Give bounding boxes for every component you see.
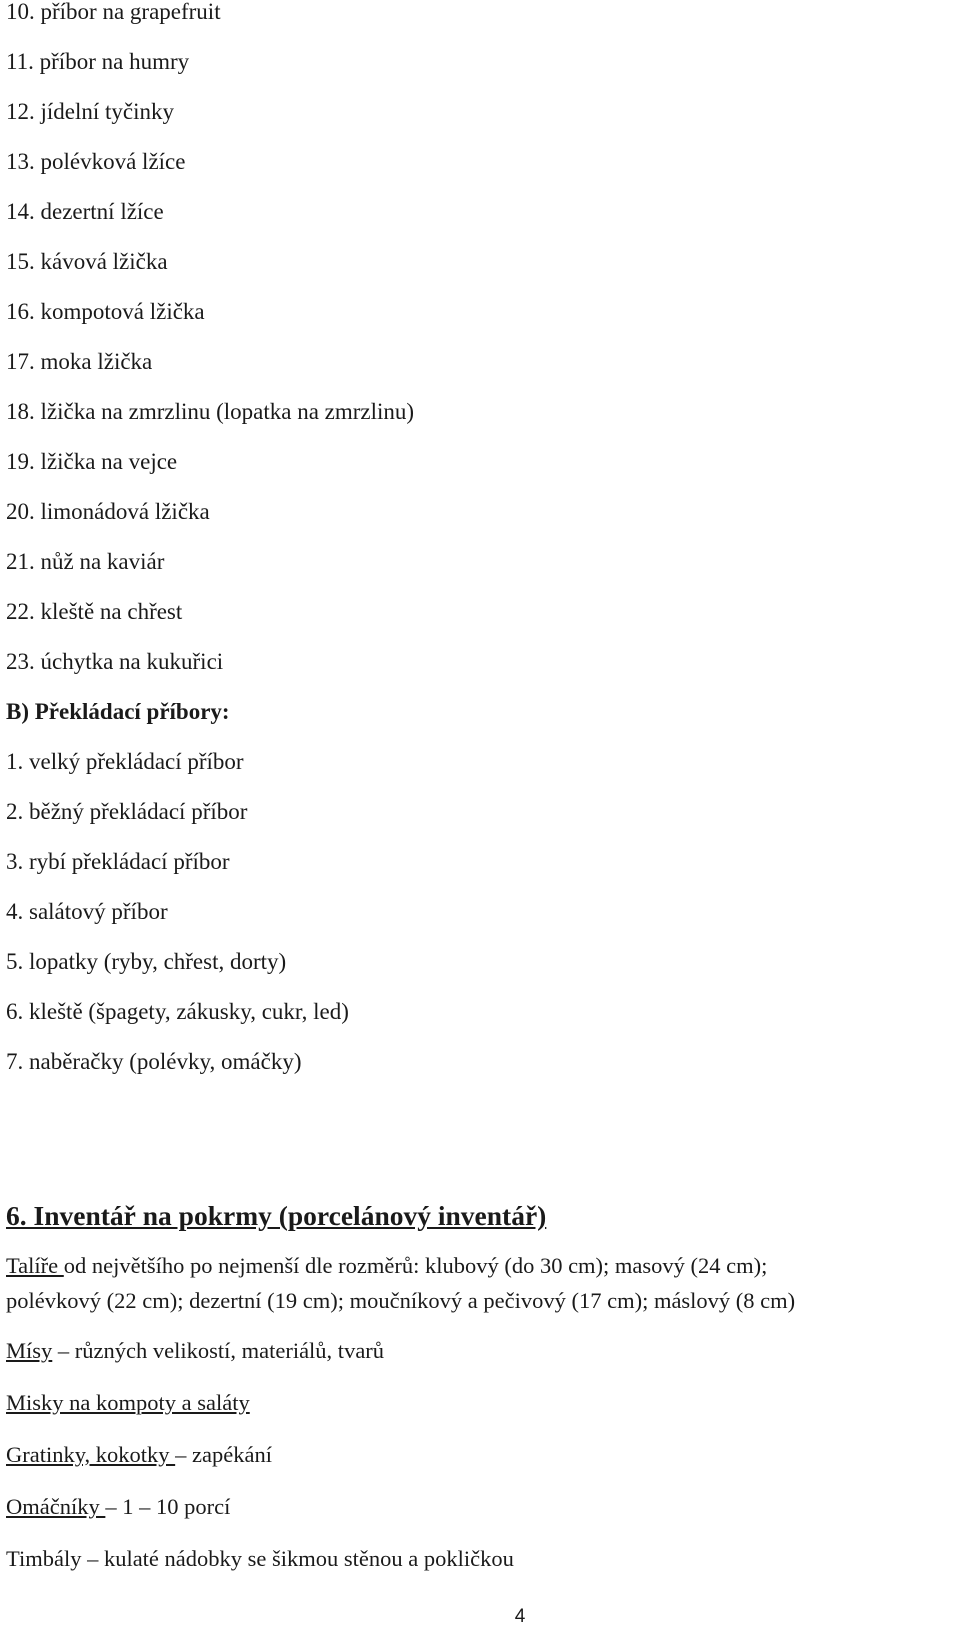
misky-term: Misky na kompoty a saláty	[6, 1390, 250, 1415]
page-number: 4	[514, 1606, 526, 1627]
section-b-heading: B) Překládací příbory:	[6, 699, 230, 724]
misky-line	[6, 1388, 250, 1418]
misy-term: Mísy	[6, 1338, 53, 1363]
list-item: 2. běžný překládací příbor	[6, 799, 248, 824]
talire-term: Talíře	[6, 1253, 64, 1278]
list-item: 14. dezertní lžíce	[6, 199, 164, 224]
talire-line-1	[6, 1251, 767, 1281]
omacniky-term: Omáčníky	[6, 1494, 106, 1519]
misy-line	[6, 1336, 384, 1366]
list-item: 19. lžička na vejce	[6, 449, 178, 474]
list-item: 13. polévková lžíce	[6, 149, 186, 174]
list-item: 22. kleště na chřest	[6, 599, 183, 624]
list-item: 23. úchytka na kukuřici	[6, 649, 224, 674]
list-item: 21. nůž na kaviár	[6, 549, 165, 574]
list-item: 12. jídelní tyčinky	[6, 99, 175, 124]
omacniky-text: – 1 – 10 porcí	[105, 1494, 231, 1519]
list-item: 5. lopatky (ryby, chřest, dorty)	[6, 949, 287, 974]
talire-text-1: od největšího po nejmenší dle rozměrů: klubový (do 30 cm); masový (24 cm);	[63, 1253, 768, 1278]
gratinky-line	[6, 1440, 272, 1470]
list-item: 16. kompotová lžička	[6, 299, 205, 324]
talire-line-2: polévkový (22 cm); dezertní (19 cm); moučníkový a pečivový (17 cm); máslový (8 cm)	[6, 1288, 796, 1313]
list-item: 15. kávová lžička	[6, 249, 168, 274]
list-item: 11. příbor na humry	[6, 49, 190, 74]
misy-text: – různých velikostí, materiálů, tvarů	[52, 1338, 385, 1363]
list-item: 20. limonádová lžička	[6, 499, 210, 524]
gratinky-text: – zapékání	[175, 1442, 272, 1467]
list-item: 17. moka lžička	[6, 349, 153, 374]
gratinky-term: Gratinky, kokotky	[6, 1442, 176, 1467]
list-item: 6. kleště (špagety, zákusky, cukr, led)	[6, 999, 349, 1024]
list-item: 18. lžička na zmrzlinu (lopatka na zmrzlinu)	[6, 399, 415, 424]
list-item: 7. naběračky (polévky, omáčky)	[6, 1049, 302, 1074]
list-item: 10. příbor na grapefruit	[6, 0, 221, 24]
timbaly-line: Timbály – kulaté nádobky se šikmou stěnou a pokličkou	[6, 1546, 514, 1571]
omacniky-line	[6, 1492, 230, 1522]
list-item: 3. rybí překládací příbor	[6, 849, 230, 874]
list-item: 4. salátový příbor	[6, 899, 168, 924]
list-item: 1. velký překládací příbor	[6, 749, 244, 774]
section-6-heading: 6. Inventář na pokrmy (porcelánový inventář)	[6, 1200, 547, 1231]
